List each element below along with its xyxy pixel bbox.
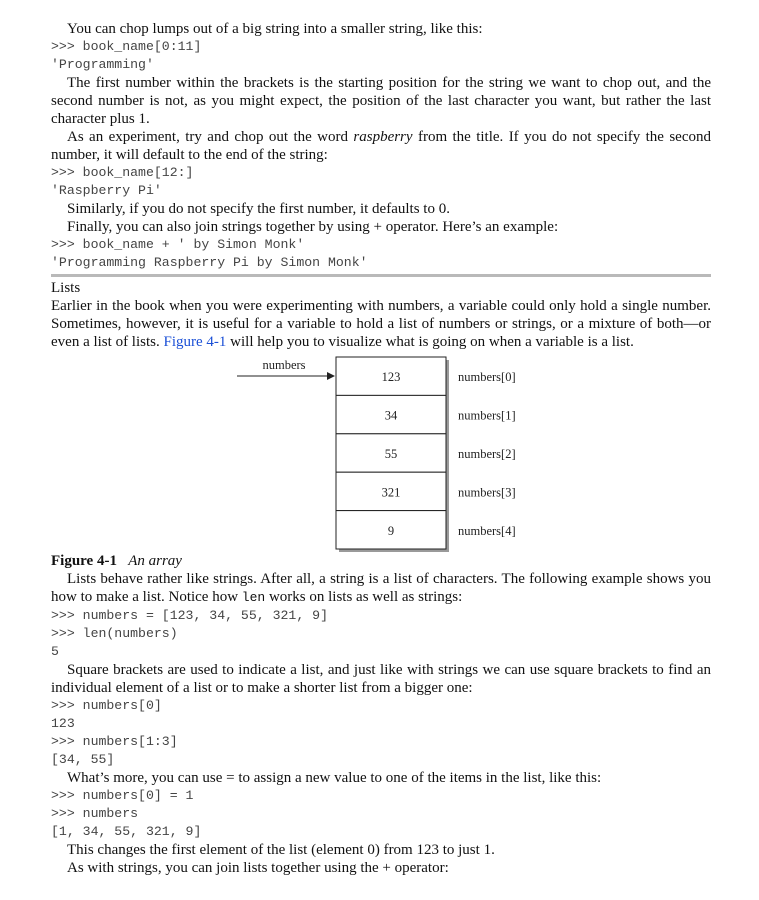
code-output: 123 [51, 716, 75, 731]
lists-paragraph: Earlier in the book when you were experimenting with numbers, a variable could only hold a single number. Sometimes, however, it is useful for a variable to hold a list of numbers or strings, or a mixture of both—or even a list of lists. Figure 4-1 will help you to visualize what is going on when a variable is a list. [51, 298, 711, 350]
page-content [51, 20, 711, 877]
changes-paragraph: This changes the first element of the list (element 0) from 123 to just 1. [67, 842, 495, 858]
similarly-paragraph: Similarly, if you do not specify the first number, it defaults to 0. [67, 201, 450, 217]
code-output: 'Programming' [51, 57, 154, 72]
code-block-slice [51, 38, 711, 74]
code-output: [34, 55] [51, 752, 115, 767]
intro-paragraph: You can chop lumps out of a big string into a smaller string, like this: [67, 21, 483, 37]
emphasis-raspberry: raspberry [353, 129, 413, 145]
code-line: >>> numbers[0] [51, 698, 162, 713]
code-line: >>> numbers [51, 806, 139, 821]
code-block-concat [51, 236, 711, 272]
array-index-label: numbers[3] [458, 485, 516, 500]
code-output: [1, 34, 55, 321, 9] [51, 824, 202, 839]
square-brackets-paragraph: Square brackets are used to indicate a list, and just like with strings we can use square brackets to find an individual element of a list or to make a shorter list from a bigger one: [51, 662, 711, 696]
finally-paragraph: Finally, you can also join strings together by using + operator. Here’s an example: [67, 219, 559, 235]
section-divider [51, 274, 711, 277]
code-output: 'Programming Raspberry Pi by Simon Monk' [51, 255, 368, 270]
array-figure [51, 356, 711, 552]
array-index-label: numbers[2] [458, 447, 516, 461]
inline-code-len: len [241, 590, 266, 605]
array-cell-value: 55 [384, 447, 398, 461]
behave-paragraph: Lists behave rather like strings. After all, a string is a list of characters. The following example shows you how to make a list. Notice how len works on lists as well as strings: [51, 571, 711, 605]
code-line: >>> book_name[12:] [51, 165, 194, 180]
code-line: >>> len(numbers) [51, 626, 178, 641]
figure-caption [51, 552, 711, 570]
code-block-assign [51, 787, 711, 841]
experiment-paragraph: As an experiment, try and chop out the word raspberry from the title. If you do not specify the second number, it will default to the end of the string: [51, 129, 711, 163]
array-index-label: numbers[4] [458, 523, 516, 538]
array-diagram [51, 356, 711, 552]
code-output: 'Raspberry Pi' [51, 183, 162, 198]
figure-link[interactable]: Figure 4-1 [163, 334, 227, 350]
array-cell-value: 123 [381, 370, 401, 385]
pointer-label: numbers [262, 358, 306, 372]
whats-more-paragraph: What’s more, you can use = to assign a new value to one of the items in the list, like this: [67, 770, 602, 786]
code-line: >>> numbers[1:3] [51, 734, 178, 749]
code-line: >>> numbers[0] = 1 [51, 788, 194, 803]
code-line: >>> book_name[0:11] [51, 39, 202, 54]
array-cell-value: 9 [387, 523, 395, 538]
code-block-slice-end [51, 164, 711, 200]
caption-number: Figure 4-1 [51, 553, 117, 569]
code-line: >>> book_name + ' by Simon Monk' [51, 237, 305, 252]
array-index-label: numbers[0] [458, 370, 516, 385]
array-cell-value: 321 [381, 485, 401, 500]
code-block-index [51, 697, 711, 769]
join-lists-paragraph: As with strings, you can join lists together using the + operator: [67, 860, 449, 876]
pointer-arrow-head [327, 372, 335, 380]
caption-text: An array [128, 553, 182, 569]
code-line: >>> numbers = [123, 34, 55, 321, 9] [51, 608, 328, 623]
first-number-paragraph: The first number within the brackets is the starting position for the string we want to chop out, and the second number is not, as you might expect, the position of the last character you want, but rather the last character plus 1. [51, 75, 711, 127]
array-cell-value: 34 [384, 408, 398, 423]
section-heading-lists: Lists [51, 280, 81, 296]
array-index-label: numbers[1] [458, 408, 516, 423]
code-output: 5 [51, 644, 59, 659]
code-block-len [51, 607, 711, 661]
